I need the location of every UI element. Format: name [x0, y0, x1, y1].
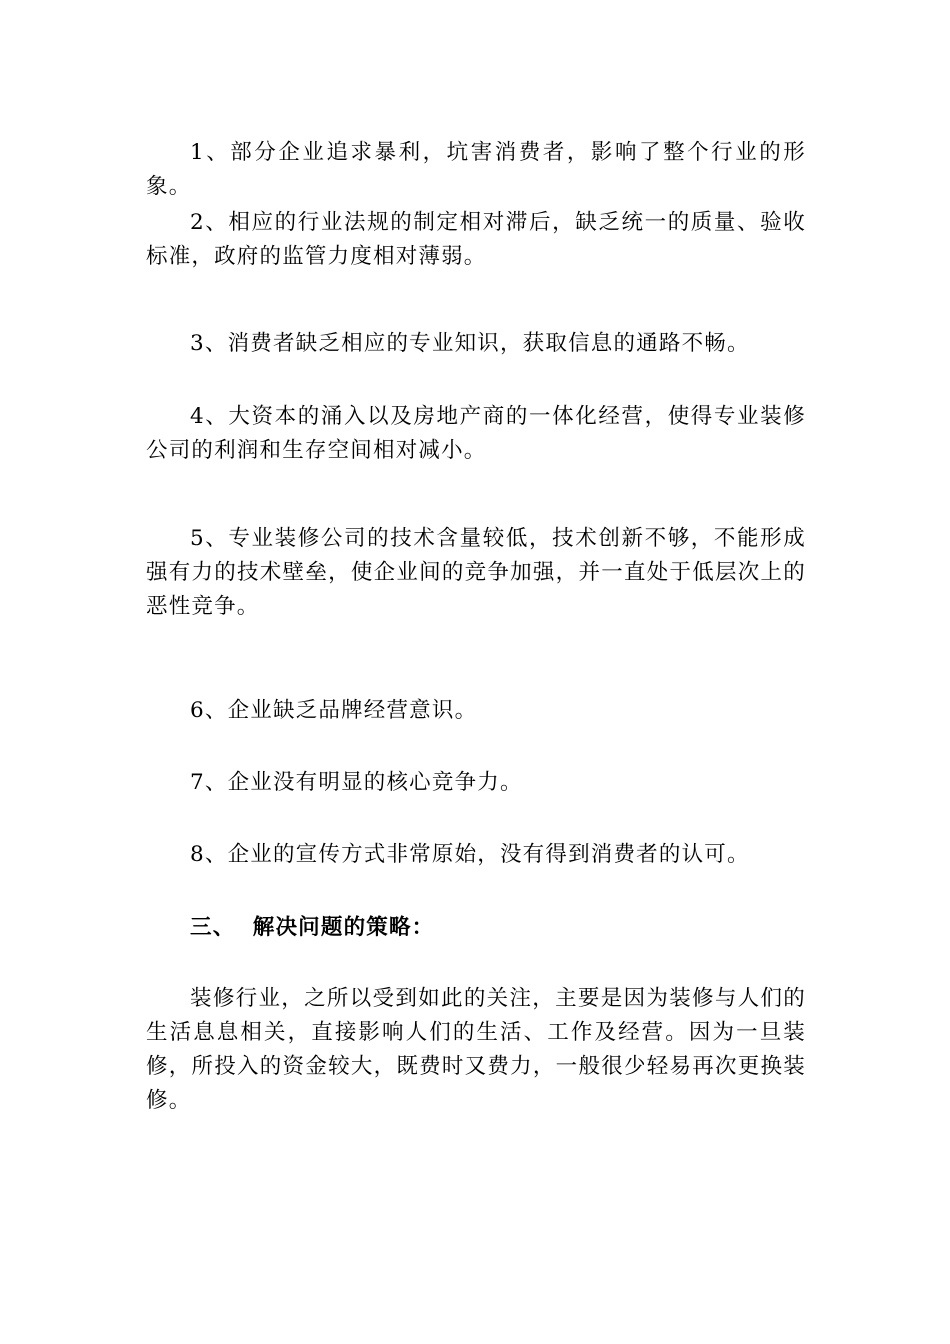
- list-item-2: 2、相应的行业法规的制定相对滞后，缺乏统一的质量、验收标准，政府的监管力度相对薄弱。: [146, 210, 806, 269]
- list-item-3: 3、消费者缺乏相应的专业知识，获取信息的通路不畅。: [190, 331, 750, 356]
- list-item-6: 6、企业缺乏品牌经营意识。: [190, 698, 478, 723]
- closing-paragraph: 装修行业，之所以受到如此的关注，主要是因为装修与人们的生活息息相关，直接影响人们的生活、工作及经营。因为一旦装修，所投入的资金较大，既费时又费力，一般很少轻易再次更换装修。: [146, 986, 806, 1113]
- list-item-4: 4、大资本的涌入以及房地产商的一体化经营，使得专业装修公司的利润和生存空间相对减小。: [146, 404, 806, 463]
- list-item-7: 7、企业没有明显的核心竞争力。: [190, 770, 523, 795]
- list-item-5: 5、专业装修公司的技术含量较低，技术创新不够，不能形成强有力的技术壁垒，使企业间的竞争加强，并一直处于低层次上的恶性竞争。: [146, 526, 806, 619]
- list-item-1: 1、部分企业追求暴利，坑害消费者，影响了整个行业的形象。: [146, 140, 806, 199]
- list-item-8: 8、企业的宣传方式非常原始，没有得到消费者的认可。: [190, 842, 750, 867]
- section-heading: 三、 解决问题的策略：: [190, 915, 435, 940]
